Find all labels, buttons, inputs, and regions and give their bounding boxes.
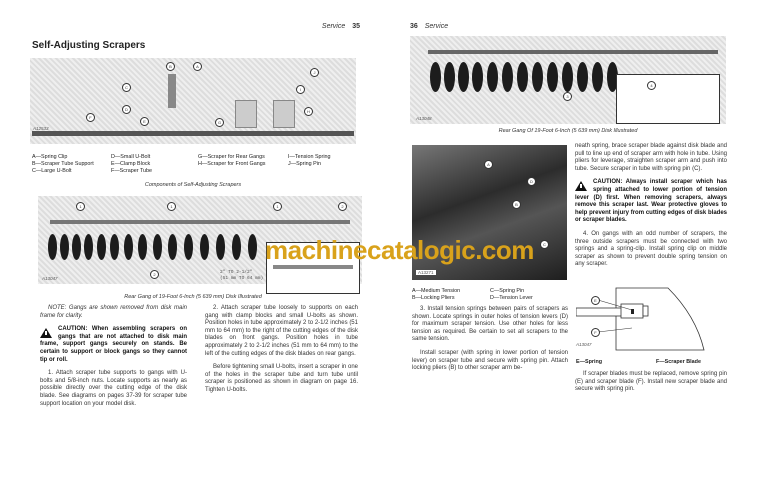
replace-blade-text [575,371,727,400]
figure-caption: Rear Gang Of 19-Foot 6-Inch (5 639 mm) Disk Illustrated [498,128,638,134]
legend-item: B—Scraper Tube Support [32,161,94,167]
tube-support-drawing [168,74,176,108]
callout-e: E [140,117,149,126]
disk-blade-icon [97,234,106,260]
continued-text: neath spring, brace scraper blade against disk blade and pull to line up end of scraper arm with hole in tube. Using pliers for leverage, straighten scraper arm and push into tube. Secure scraper in tube with spring pin (C). [575,143,727,172]
blade-legend [576,359,726,367]
page-number: 35 [352,23,360,30]
disk-blade-icon [72,234,81,260]
gang-frame-drawing [50,220,350,224]
disk-blade-icon [430,62,441,92]
before-tightening-text: Before tightening small U-bolts, insert a scraper in one of the holes in the scraper tube and turn tube until scraper is positioned as shown in diagram on page 16. Tighten U-bolts. [205,364,358,393]
legend-item: J—Spring Pin [288,161,321,167]
right-column-text [205,305,358,401]
warning-icon [40,328,52,338]
step-3-text: 3. Install tension springs between pairs of scrapers as shown. Locate springs in outer holes of tension levers (D) for maximum scraper tension. Use other holes for less tension as required. Be certain to set all scrapers to the same tension. [412,306,568,343]
page-number: 36 [410,23,418,30]
note-label: NOTE: [48,305,67,311]
components-legend [32,154,362,176]
callout-2: 2 [338,202,347,211]
disk-blade-icon [517,62,528,92]
dimension-label: 2" TO 2-1/2" [220,270,253,275]
disk-blade-icon [592,62,603,92]
callout-e: E [591,296,600,305]
disk-blade-icon [184,234,193,260]
disk-blade-icon [472,62,483,92]
callout-1: 1 [76,202,85,211]
left-column-text [40,305,187,414]
note-text: Gangs are shown removed from disk main frame for clarity. [40,305,187,319]
disk-blade-icon [84,234,93,260]
callout-j: J [310,68,319,77]
figure-code: A13048 [416,116,432,121]
disk-blade-icon [153,234,162,260]
figure-caption: Rear Gang of 19-Foot 6-Inch (5 639 mm) Disk Illustrated [124,294,262,300]
figure-code: A12533 [33,126,49,131]
step-1-text: 1. Attach scraper tube supports to gangs with U-bolts and 5/8-inch nuts. Locate supports as nearly as possible directly over the cutting edge of the disk blade. See diagrams on pages 37-39 for scraper tube support location on your model disk. [40,370,187,407]
replace-text: If scraper blades must be replaced, remove spring pin (E) and scraper blade (F). Install new scraper blade and secure with spring pin. [575,371,727,393]
scraper-rear-drawing [235,100,257,128]
warning-icon [575,181,587,191]
figure-caption: Components of Self-Adjusting Scrapers [144,182,242,188]
legend-item: H—Scraper for Front Gangs [198,161,266,167]
legend-item: B—Locking Pliers [412,295,455,301]
callout-i: I [296,85,305,94]
disk-blade-icon [216,234,225,260]
legend-item: E—Spring [576,359,603,365]
disk-blade-icon [200,234,209,260]
callout-3: 3 [563,92,572,101]
legend-item: C—Large U-Bolt [32,168,72,174]
rear-gang-photo [410,36,726,124]
caution-text: CAUTION: When assembling scrapers on gangs that are not attached to disk main frame, support gangs securely on stands. Be certain to support or block gangs so they cannot tip or roll. [40,326,187,363]
page-header-left [322,23,360,30]
disk-blade-icon [248,234,257,260]
legend-item: G—Scraper for Rear Gangs [198,154,265,160]
gang-frame-drawing [428,50,718,54]
callout-f: F [86,113,95,122]
disk-blade-icon [60,234,69,260]
disk-blade-icon [532,62,543,92]
page-header-right [410,23,448,30]
callout-g: G [215,118,224,127]
scraper-front-drawing [273,100,295,128]
scraper-blade-diagram [576,286,726,356]
caution-text: CAUTION: Always install scraper which has spring attached to lower portion of tension lever (D) first. When removing scrapers, always remove this scraper last. Wear protective gloves to help prevent injury from cutting edges of disk blades or scraper blades. [575,179,727,224]
callout-d: D [122,105,131,114]
callout-b: B [512,200,521,209]
disk-blade-icon [168,234,177,260]
callout-f: F [591,328,600,337]
disk-blade-icon [562,62,573,92]
legend-item: D—Small U-Bolt [111,154,151,160]
disk-blade-icon [547,62,558,92]
legend-item: A—Medium Tension [412,288,461,294]
callout-a: A [484,160,493,169]
legend-item: C—Spring Pin [490,288,525,294]
disk-blade-icon [124,234,133,260]
callout-2: 2 [150,270,159,279]
legend-item: F—Scraper Blade [656,359,701,365]
section-label: Service [321,23,346,30]
legend-item: F—Scraper Tube [111,168,153,174]
callout-1: 1 [167,202,176,211]
figure-code: A13271 [418,270,434,275]
legend-item: E—Clamp Block [111,161,151,167]
tension-legend [412,288,572,304]
step-4-text: 4. On gangs with an odd number of scrapers, the three outside scrapers must be connected with two springs and a spring-clip. Install spring clip on middle scraper as shown to prevent double spring tension on any scraper. [575,230,727,268]
disk-blade-icon [487,62,498,92]
scraper-tube-drawing [32,131,354,136]
disk-blade-icon [458,62,469,92]
legend-item: I—Tension Spring [288,154,331,160]
dimension-metric-label: (51 mm TO 64 mm) [220,276,264,281]
callout-1: 1 [273,202,282,211]
callout-h: H [304,107,313,116]
callout-a: A [193,62,202,71]
left-column-text [412,306,568,379]
figure-code: A13047 [42,276,58,281]
callout-b: B [166,62,175,71]
step-2-text: 2. Attach scraper tube loosely to supports on each gang with clamp blocks and small U-bolts as shown. Position holes in tube approximately 2 to 2-1/2 inches (51 mm to 64 mm) to the right of the cutting edges of the disk blades on front gangs. Position holes in tube approximately 2 to 2-1/2 inches (51 mm to 64 mm) to the left of the cutting edges of the disk blades on rear gangs. [205,305,358,357]
figure-code: A13047 [576,342,592,347]
disk-blade-icon [110,234,119,260]
right-column-text [575,143,727,275]
callout-c: C [540,240,549,249]
disk-blade-icon [48,234,57,260]
legend-item: A—Spring Clip [32,154,68,160]
callout-c: C [122,83,131,92]
disk-blade-icon [444,62,455,92]
disk-blade-icon [577,62,588,92]
watermark-text: machinecatalogic.com [265,235,534,265]
callout-4: 4 [647,81,656,90]
disk-blade-icon [502,62,513,92]
section-title: Self-Adjusting Scrapers [32,40,146,51]
disk-blade-icon [138,234,147,260]
components-figure [30,58,356,144]
section-label: Service [424,23,449,30]
install-scraper-text: Install scraper (with spring in lower portion of tension lever) on scraper tube and secure with spring pin. Attach locking pliers (B) to other scraper arm be- [412,349,568,372]
callout-d: D [527,177,536,186]
detail-inset-photo [616,74,720,124]
legend-item: D—Tension Lever [490,295,533,301]
disk-blade-icon [232,234,241,260]
